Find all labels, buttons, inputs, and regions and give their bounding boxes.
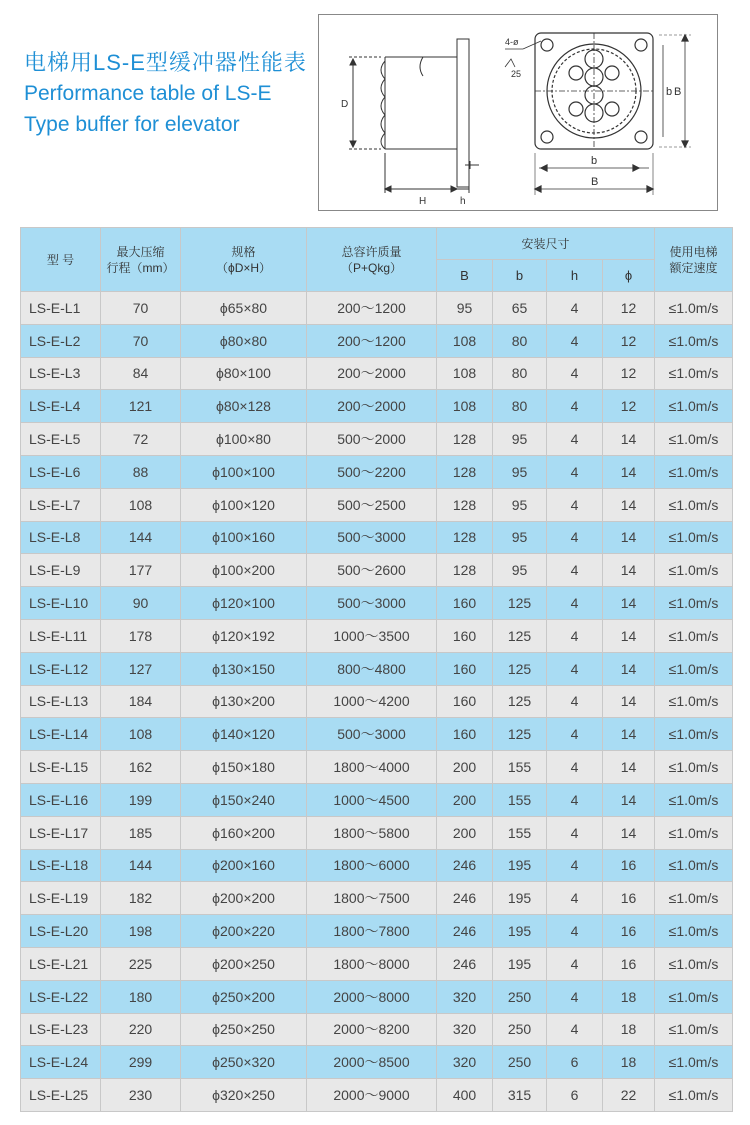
cell-spec: ϕ200×250 bbox=[181, 947, 307, 980]
cell-b: 125 bbox=[493, 685, 547, 718]
cell-model: LS-E-L1 bbox=[21, 292, 101, 325]
cell-model: LS-E-L9 bbox=[21, 554, 101, 587]
cell-b: 195 bbox=[493, 915, 547, 948]
cell-speed: ≤1.0m/s bbox=[655, 488, 733, 521]
cell-spec: ϕ80×128 bbox=[181, 390, 307, 423]
cell-stroke: 127 bbox=[101, 652, 181, 685]
cell-b: 95 bbox=[493, 521, 547, 554]
cell-model: LS-E-L21 bbox=[21, 947, 101, 980]
cell-spec: ϕ200×200 bbox=[181, 882, 307, 915]
cell-spec: ϕ250×250 bbox=[181, 1013, 307, 1046]
header-stroke-line2: 行程（mm） bbox=[106, 260, 175, 275]
title-english-line1: Performance table of LS-E bbox=[24, 82, 272, 105]
cell-stroke: 199 bbox=[101, 783, 181, 816]
cell-load: 1000～4500 bbox=[307, 783, 437, 816]
cell-b: 246 bbox=[437, 915, 493, 948]
cell-phi: 18 bbox=[603, 1046, 655, 1079]
cell-stroke: 72 bbox=[101, 423, 181, 456]
cell-stroke: 198 bbox=[101, 915, 181, 948]
cell-b: 128 bbox=[437, 488, 493, 521]
table-row bbox=[21, 1079, 733, 1112]
cell-model: LS-E-L10 bbox=[21, 587, 101, 620]
label-B-side: B bbox=[674, 86, 682, 98]
cell-model: LS-E-L13 bbox=[21, 685, 101, 718]
cell-stroke: 121 bbox=[101, 390, 181, 423]
header-load-line2: （P+Qkg） bbox=[340, 260, 403, 275]
label-h-side: h bbox=[460, 196, 466, 207]
header-model: 型 号 bbox=[21, 228, 101, 292]
cell-phi: 14 bbox=[603, 783, 655, 816]
table-row bbox=[21, 685, 733, 718]
table-row bbox=[21, 521, 733, 554]
cell-load: 800～4800 bbox=[307, 652, 437, 685]
cell-h: 6 bbox=[547, 1079, 603, 1112]
cell-b: 125 bbox=[493, 619, 547, 652]
cell-model: LS-E-L7 bbox=[21, 488, 101, 521]
cell-model: LS-E-L5 bbox=[21, 423, 101, 456]
cell-speed: ≤1.0m/s bbox=[655, 1013, 733, 1046]
cell-model: LS-E-L16 bbox=[21, 783, 101, 816]
cell-model: LS-E-L11 bbox=[21, 619, 101, 652]
cell-b: 128 bbox=[437, 554, 493, 587]
cell-phi: 14 bbox=[603, 718, 655, 751]
cell-h: 4 bbox=[547, 947, 603, 980]
cell-speed: ≤1.0m/s bbox=[655, 521, 733, 554]
cell-speed: ≤1.0m/s bbox=[655, 1046, 733, 1079]
cell-b: 125 bbox=[493, 652, 547, 685]
cell-b: 200 bbox=[437, 816, 493, 849]
cell-b: 108 bbox=[437, 357, 493, 390]
cell-spec: ϕ200×160 bbox=[181, 849, 307, 882]
cell-b: 246 bbox=[437, 882, 493, 915]
cell-b: 95 bbox=[493, 423, 547, 456]
header-speed-line2: 额定速度 bbox=[669, 260, 718, 275]
cell-model: LS-E-L17 bbox=[21, 816, 101, 849]
cell-h: 4 bbox=[547, 521, 603, 554]
cell-phi: 14 bbox=[603, 423, 655, 456]
cell-phi: 16 bbox=[603, 882, 655, 915]
cell-h: 4 bbox=[547, 357, 603, 390]
cell-phi: 14 bbox=[603, 652, 655, 685]
cell-b: 95 bbox=[493, 488, 547, 521]
cell-b: 160 bbox=[437, 718, 493, 751]
table-row bbox=[21, 980, 733, 1013]
cell-speed: ≤1.0m/s bbox=[655, 587, 733, 620]
cell-b: 80 bbox=[493, 324, 547, 357]
table-row bbox=[21, 1013, 733, 1046]
cell-load: 1800～7500 bbox=[307, 882, 437, 915]
cell-stroke: 184 bbox=[101, 685, 181, 718]
cell-stroke: 84 bbox=[101, 357, 181, 390]
cell-speed: ≤1.0m/s bbox=[655, 554, 733, 587]
cell-b: 320 bbox=[437, 980, 493, 1013]
cell-b: 160 bbox=[437, 587, 493, 620]
cell-model: LS-E-L18 bbox=[21, 849, 101, 882]
table-row bbox=[21, 718, 733, 751]
cell-b: 195 bbox=[493, 882, 547, 915]
cell-spec: ϕ120×100 bbox=[181, 587, 307, 620]
cell-stroke: 182 bbox=[101, 882, 181, 915]
cell-stroke: 108 bbox=[101, 718, 181, 751]
table-row bbox=[21, 849, 733, 882]
cell-phi: 16 bbox=[603, 849, 655, 882]
cell-b: 250 bbox=[493, 1013, 547, 1046]
cell-phi: 14 bbox=[603, 685, 655, 718]
cell-spec: ϕ150×240 bbox=[181, 783, 307, 816]
cell-model: LS-E-L19 bbox=[21, 882, 101, 915]
cell-speed: ≤1.0m/s bbox=[655, 455, 733, 488]
cell-model: LS-E-L12 bbox=[21, 652, 101, 685]
cell-load: 500～2200 bbox=[307, 455, 437, 488]
cell-spec: ϕ80×100 bbox=[181, 357, 307, 390]
cell-spec: ϕ100×80 bbox=[181, 423, 307, 456]
cell-stroke: 180 bbox=[101, 980, 181, 1013]
cell-b: 400 bbox=[437, 1079, 493, 1112]
cell-load: 500～2000 bbox=[307, 423, 437, 456]
cell-load: 2000～9000 bbox=[307, 1079, 437, 1112]
cell-spec: ϕ130×200 bbox=[181, 685, 307, 718]
cell-b: 108 bbox=[437, 390, 493, 423]
header-speed-line1: 使用电梯 bbox=[669, 244, 718, 259]
cell-speed: ≤1.0m/s bbox=[655, 882, 733, 915]
cell-b: 95 bbox=[437, 292, 493, 325]
header-spec-line1: 规格 bbox=[231, 244, 256, 259]
table-row bbox=[21, 1046, 733, 1079]
cell-b: 95 bbox=[493, 554, 547, 587]
cell-h: 4 bbox=[547, 783, 603, 816]
cell-speed: ≤1.0m/s bbox=[655, 423, 733, 456]
performance-table bbox=[20, 227, 733, 1112]
cell-h: 4 bbox=[547, 718, 603, 751]
cell-spec: ϕ320×250 bbox=[181, 1079, 307, 1112]
table-row bbox=[21, 783, 733, 816]
label-b-side: b bbox=[666, 86, 673, 98]
cell-stroke: 185 bbox=[101, 816, 181, 849]
header-stroke bbox=[101, 228, 181, 292]
cell-load: 1800～8000 bbox=[307, 947, 437, 980]
cell-model: LS-E-L15 bbox=[21, 751, 101, 784]
cell-load: 200～2000 bbox=[307, 390, 437, 423]
cell-model: LS-E-L4 bbox=[21, 390, 101, 423]
cell-b: 160 bbox=[437, 652, 493, 685]
cell-spec: ϕ100×120 bbox=[181, 488, 307, 521]
buffer-side-view bbox=[349, 39, 479, 193]
cell-model: LS-E-L23 bbox=[21, 1013, 101, 1046]
table-row bbox=[21, 947, 733, 980]
cell-spec: ϕ160×200 bbox=[181, 816, 307, 849]
header-stroke-line1: 最大压缩 bbox=[116, 244, 165, 259]
cell-stroke: 70 bbox=[101, 324, 181, 357]
cell-phi: 12 bbox=[603, 357, 655, 390]
cell-h: 4 bbox=[547, 324, 603, 357]
cell-b: 195 bbox=[493, 849, 547, 882]
cell-phi: 22 bbox=[603, 1079, 655, 1112]
header-h: h bbox=[547, 260, 603, 292]
cell-load: 1800～5800 bbox=[307, 816, 437, 849]
cell-load: 1800～7800 bbox=[307, 915, 437, 948]
cell-h: 4 bbox=[547, 652, 603, 685]
cell-b: 65 bbox=[493, 292, 547, 325]
cell-b: 250 bbox=[493, 1046, 547, 1079]
cell-b: 160 bbox=[437, 685, 493, 718]
cell-load: 200～1200 bbox=[307, 292, 437, 325]
cell-h: 4 bbox=[547, 751, 603, 784]
cell-b: 128 bbox=[437, 455, 493, 488]
cell-stroke: 177 bbox=[101, 554, 181, 587]
table-row bbox=[21, 915, 733, 948]
cell-model: LS-E-L25 bbox=[21, 1079, 101, 1112]
cell-load: 500～3000 bbox=[307, 521, 437, 554]
cell-spec: ϕ100×200 bbox=[181, 554, 307, 587]
cell-phi: 16 bbox=[603, 947, 655, 980]
cell-h: 4 bbox=[547, 423, 603, 456]
header-spec-line2: （ϕD×H） bbox=[215, 260, 272, 275]
cell-model: LS-E-L6 bbox=[21, 455, 101, 488]
cell-phi: 18 bbox=[603, 1013, 655, 1046]
cell-model: LS-E-L8 bbox=[21, 521, 101, 554]
table-row bbox=[21, 390, 733, 423]
cell-h: 4 bbox=[547, 1013, 603, 1046]
cell-load: 1000～4200 bbox=[307, 685, 437, 718]
cell-phi: 14 bbox=[603, 554, 655, 587]
cell-b: 195 bbox=[493, 947, 547, 980]
cell-speed: ≤1.0m/s bbox=[655, 619, 733, 652]
cell-load: 500～2500 bbox=[307, 488, 437, 521]
cell-stroke: 299 bbox=[101, 1046, 181, 1079]
cell-spec: ϕ200×220 bbox=[181, 915, 307, 948]
cell-speed: ≤1.0m/s bbox=[655, 390, 733, 423]
cell-b: 128 bbox=[437, 423, 493, 456]
cell-spec: ϕ150×180 bbox=[181, 751, 307, 784]
table-row bbox=[21, 292, 733, 325]
cell-h: 4 bbox=[547, 619, 603, 652]
table-row bbox=[21, 816, 733, 849]
table-row bbox=[21, 652, 733, 685]
cell-h: 4 bbox=[547, 455, 603, 488]
cell-b: 95 bbox=[493, 455, 547, 488]
cell-b: 160 bbox=[437, 619, 493, 652]
cell-phi: 12 bbox=[603, 390, 655, 423]
cell-phi: 14 bbox=[603, 587, 655, 620]
cell-h: 6 bbox=[547, 1046, 603, 1079]
cell-speed: ≤1.0m/s bbox=[655, 357, 733, 390]
table-row bbox=[21, 455, 733, 488]
table-row bbox=[21, 554, 733, 587]
cell-b: 128 bbox=[437, 521, 493, 554]
cell-b: 125 bbox=[493, 587, 547, 620]
cell-phi: 14 bbox=[603, 751, 655, 784]
cell-speed: ≤1.0m/s bbox=[655, 685, 733, 718]
cell-stroke: 88 bbox=[101, 455, 181, 488]
cell-b: 200 bbox=[437, 751, 493, 784]
cell-speed: ≤1.0m/s bbox=[655, 292, 733, 325]
cell-phi: 14 bbox=[603, 816, 655, 849]
cell-b: 250 bbox=[493, 980, 547, 1013]
cell-b: 315 bbox=[493, 1079, 547, 1112]
cell-load: 500～3000 bbox=[307, 718, 437, 751]
label-b-front: b bbox=[591, 155, 598, 167]
cell-load: 1800～4000 bbox=[307, 751, 437, 784]
cell-load: 2000～8000 bbox=[307, 980, 437, 1013]
cell-b: 155 bbox=[493, 751, 547, 784]
label-holes: 4-ø bbox=[505, 37, 519, 47]
cell-b: 80 bbox=[493, 390, 547, 423]
cell-speed: ≤1.0m/s bbox=[655, 783, 733, 816]
header-load-line1: 总容许质量 bbox=[341, 244, 402, 259]
cell-phi: 18 bbox=[603, 980, 655, 1013]
table-row bbox=[21, 882, 733, 915]
cell-speed: ≤1.0m/s bbox=[655, 652, 733, 685]
cell-spec: ϕ130×150 bbox=[181, 652, 307, 685]
header-install: 安装尺寸 bbox=[437, 228, 655, 260]
cell-h: 4 bbox=[547, 554, 603, 587]
cell-model: LS-E-L14 bbox=[21, 718, 101, 751]
title-english-line2: Type buffer for elevator bbox=[24, 113, 240, 136]
cell-speed: ≤1.0m/s bbox=[655, 718, 733, 751]
header-B: B bbox=[437, 260, 493, 292]
cell-spec: ϕ100×160 bbox=[181, 521, 307, 554]
cell-load: 200～2000 bbox=[307, 357, 437, 390]
cell-model: LS-E-L24 bbox=[21, 1046, 101, 1079]
table-row bbox=[21, 488, 733, 521]
cell-stroke: 90 bbox=[101, 587, 181, 620]
cell-h: 4 bbox=[547, 849, 603, 882]
table-body bbox=[21, 292, 733, 1112]
label-B-front: B bbox=[591, 176, 599, 188]
cell-load: 1800～6000 bbox=[307, 849, 437, 882]
cell-spec: ϕ250×200 bbox=[181, 980, 307, 1013]
table-row bbox=[21, 619, 733, 652]
title-chinese: 电梯用LS-E型缓冲器性能表 bbox=[24, 50, 307, 75]
cell-load: 2000～8500 bbox=[307, 1046, 437, 1079]
cell-b: 155 bbox=[493, 816, 547, 849]
cell-h: 4 bbox=[547, 488, 603, 521]
cell-stroke: 225 bbox=[101, 947, 181, 980]
cell-phi: 12 bbox=[603, 324, 655, 357]
cell-h: 4 bbox=[547, 587, 603, 620]
label-D: D bbox=[341, 99, 349, 110]
table-row bbox=[21, 423, 733, 456]
cell-spec: ϕ250×320 bbox=[181, 1046, 307, 1079]
cell-model: LS-E-L3 bbox=[21, 357, 101, 390]
label-25: 25 bbox=[511, 69, 522, 79]
cell-b: 320 bbox=[437, 1046, 493, 1079]
cell-spec: ϕ100×100 bbox=[181, 455, 307, 488]
cell-model: LS-E-L20 bbox=[21, 915, 101, 948]
header-speed bbox=[655, 228, 733, 292]
cell-h: 4 bbox=[547, 882, 603, 915]
cell-stroke: 70 bbox=[101, 292, 181, 325]
cell-h: 4 bbox=[547, 292, 603, 325]
table-row bbox=[21, 357, 733, 390]
cell-load: 500～2600 bbox=[307, 554, 437, 587]
label-H: H bbox=[419, 196, 427, 207]
cell-phi: 14 bbox=[603, 619, 655, 652]
cell-load: 200～1200 bbox=[307, 324, 437, 357]
cell-stroke: 178 bbox=[101, 619, 181, 652]
header-spec bbox=[181, 228, 307, 292]
cell-h: 4 bbox=[547, 980, 603, 1013]
cell-speed: ≤1.0m/s bbox=[655, 1079, 733, 1112]
cell-phi: 12 bbox=[603, 292, 655, 325]
title-block bbox=[24, 48, 307, 140]
cell-stroke: 108 bbox=[101, 488, 181, 521]
cell-speed: ≤1.0m/s bbox=[655, 947, 733, 980]
cell-phi: 14 bbox=[603, 455, 655, 488]
cell-h: 4 bbox=[547, 915, 603, 948]
cell-speed: ≤1.0m/s bbox=[655, 980, 733, 1013]
cell-phi: 14 bbox=[603, 521, 655, 554]
cell-b: 320 bbox=[437, 1013, 493, 1046]
cell-spec: ϕ120×192 bbox=[181, 619, 307, 652]
cell-b: 108 bbox=[437, 324, 493, 357]
table-row bbox=[21, 751, 733, 784]
cell-phi: 14 bbox=[603, 488, 655, 521]
cell-load: 500～3000 bbox=[307, 587, 437, 620]
cell-h: 4 bbox=[547, 816, 603, 849]
cell-b: 125 bbox=[493, 718, 547, 751]
cell-model: LS-E-L2 bbox=[21, 324, 101, 357]
cell-speed: ≤1.0m/s bbox=[655, 751, 733, 784]
cell-stroke: 144 bbox=[101, 521, 181, 554]
cell-stroke: 144 bbox=[101, 849, 181, 882]
table-row bbox=[21, 324, 733, 357]
cell-spec: ϕ140×120 bbox=[181, 718, 307, 751]
header-b: b bbox=[493, 260, 547, 292]
cell-speed: ≤1.0m/s bbox=[655, 324, 733, 357]
cell-h: 4 bbox=[547, 685, 603, 718]
header-phi: ϕ bbox=[603, 260, 655, 292]
cell-spec: ϕ65×80 bbox=[181, 292, 307, 325]
buffer-front-view bbox=[505, 33, 691, 195]
cell-spec: ϕ80×80 bbox=[181, 324, 307, 357]
cell-stroke: 230 bbox=[101, 1079, 181, 1112]
cell-stroke: 162 bbox=[101, 751, 181, 784]
cell-b: 246 bbox=[437, 947, 493, 980]
cell-load: 2000～8200 bbox=[307, 1013, 437, 1046]
cell-stroke: 220 bbox=[101, 1013, 181, 1046]
cell-b: 155 bbox=[493, 783, 547, 816]
cell-speed: ≤1.0m/s bbox=[655, 915, 733, 948]
cell-phi: 16 bbox=[603, 915, 655, 948]
cell-speed: ≤1.0m/s bbox=[655, 816, 733, 849]
cell-h: 4 bbox=[547, 390, 603, 423]
cell-model: LS-E-L22 bbox=[21, 980, 101, 1013]
header-load bbox=[307, 228, 437, 292]
cell-speed: ≤1.0m/s bbox=[655, 849, 733, 882]
cell-b: 246 bbox=[437, 849, 493, 882]
cell-b: 200 bbox=[437, 783, 493, 816]
cell-b: 80 bbox=[493, 357, 547, 390]
cell-load: 1000～3500 bbox=[307, 619, 437, 652]
buffer-diagram bbox=[318, 14, 718, 211]
table-row bbox=[21, 587, 733, 620]
